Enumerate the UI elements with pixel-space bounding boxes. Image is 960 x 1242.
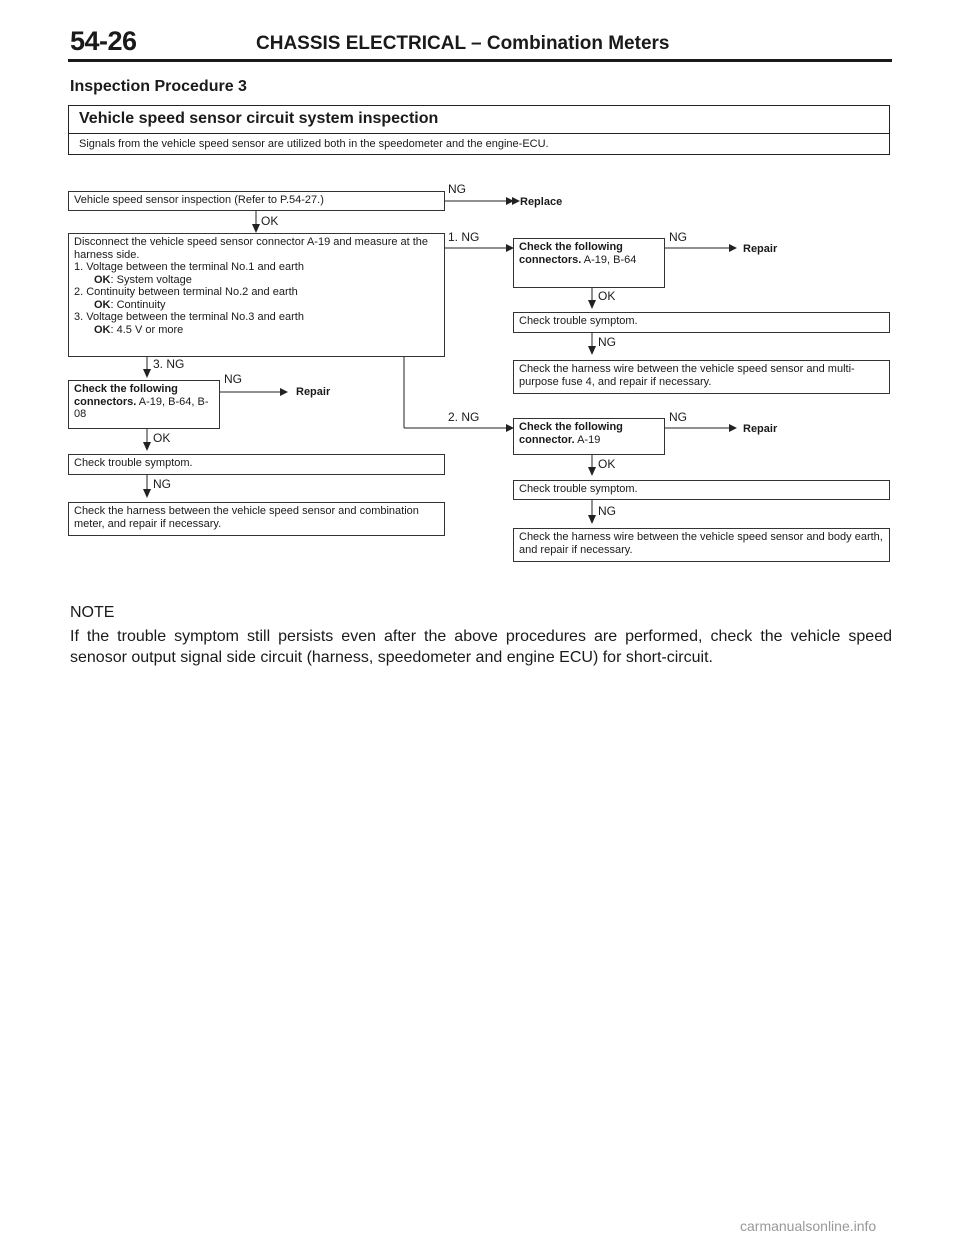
check-item-1-spec: OK: System voltage — [94, 273, 192, 286]
check-item-2: 2. Continuity between terminal No.2 and earth — [74, 286, 298, 298]
branch-1-ng-label-3: NG — [598, 335, 616, 349]
ng-label: NG — [448, 182, 466, 196]
branch-1-ng-label-2: NG — [669, 230, 687, 244]
step-speed-sensor-inspection — [68, 191, 445, 211]
branch-3-harness-check: Check the harness between the vehicle speed sensor and combination meter, and repair if necessary. — [68, 502, 445, 536]
branch-3-ng-label-2: NG — [224, 372, 242, 386]
step-intro: Disconnect the vehicle speed sensor connector A-19 and measure at the harness side. — [74, 236, 429, 261]
note-text: If the trouble symptom still persists even after the above procedures are performed, check the vehicle speed senosor output signal side circuit (harness, speedometer and engine ECU) for short-circuit. — [70, 628, 892, 666]
branch-1-trouble-symptom: Check trouble symptom. — [513, 312, 890, 333]
branch-3-connector-check: Check the following connectors. A-19, B-64, B-08 — [68, 380, 220, 429]
branch-3-ok-label: OK — [153, 431, 171, 445]
step-connector-measurement — [68, 233, 445, 357]
page-number: 54-26 — [70, 26, 137, 56]
section-title: CHASSIS ELECTRICAL – Combination Meters — [256, 33, 670, 54]
branch-1-ng-label: 1. NG — [448, 230, 480, 244]
branch-1-connector-check: Check the following connectors. A-19, B-64 — [513, 238, 665, 288]
branch-2-ok-label: OK — [598, 457, 616, 471]
branch-2-trouble-symptom: Check trouble symptom. — [513, 480, 890, 500]
branch-2-ng-label-3: NG — [598, 504, 616, 518]
banner-title: Vehicle speed sensor circuit system inspection — [79, 110, 439, 127]
check-item-2-spec: OK: Continuity — [94, 298, 166, 311]
branch-2-ng-label: 2. NG — [448, 410, 480, 424]
check-item-1: 1. Voltage between the terminal No.1 and earth — [74, 261, 304, 273]
branch-1-harness-check: Check the harness wire between the vehicle speed sensor and multi-purpose fuse 4, and repair if necessary. — [513, 360, 890, 394]
replace-action: Replace — [520, 196, 563, 208]
branch-3-repair-action: Repair — [296, 386, 331, 398]
check-item-3-spec: OK: 4.5 V or more — [94, 323, 184, 336]
note-heading: NOTE — [70, 604, 115, 621]
check-item-3: 3. Voltage between the terminal No.3 and earth — [74, 311, 304, 323]
branch-2-connector-check: Check the following connector. A-19 — [513, 418, 665, 455]
branch-3-ng-label-3: NG — [153, 477, 171, 491]
ok-label: OK — [261, 214, 279, 228]
procedure-title: Inspection Procedure 3 — [70, 78, 247, 95]
branch-3-trouble-symptom: Check trouble symptom. — [68, 454, 445, 475]
branch-2-ng-label-2: NG — [669, 410, 687, 424]
branch-3-ng-label: 3. NG — [153, 357, 185, 371]
watermark: carmanualsonline.info — [740, 1218, 877, 1234]
branch-2-harness-check: Check the harness wire between the vehicle speed sensor and body earth, and repair if necessary. — [513, 528, 890, 562]
branch-1-ok-label: OK — [598, 289, 616, 303]
banner-description: Signals from the vehicle speed sensor are utilized both in the speedometer and the engine-ECU. — [79, 138, 549, 150]
branch-2-repair-action: Repair — [743, 423, 778, 435]
branch-1-repair-action: Repair — [743, 243, 778, 255]
step-text: Vehicle speed sensor inspection (Refer to P.54-27.) — [74, 194, 324, 206]
